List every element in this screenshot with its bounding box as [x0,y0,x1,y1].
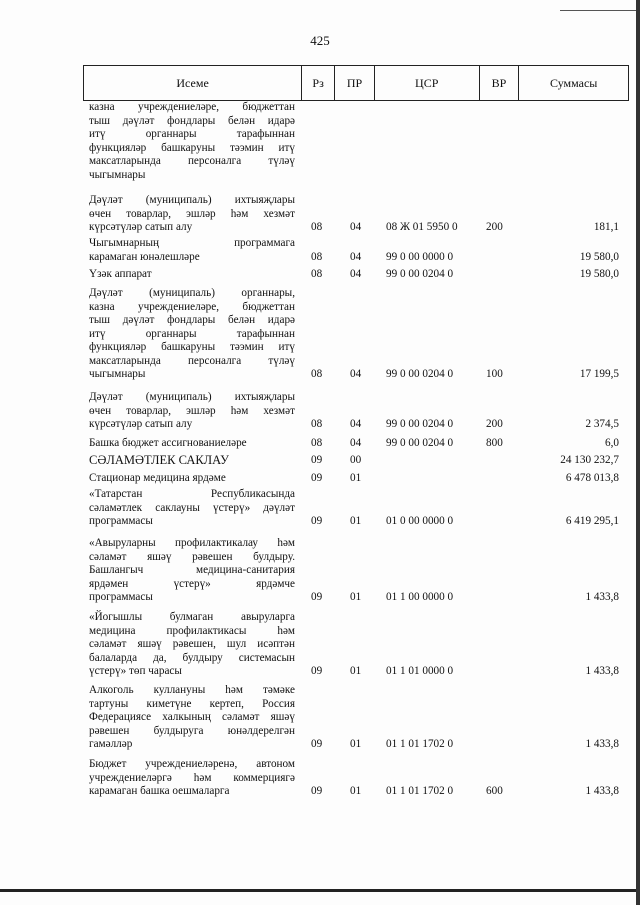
row-pr: 00 [350,454,362,466]
row-name-line: функцияләр башкаруны тәэмин итү [89,141,295,154]
header-csr: ЦСР [375,66,480,100]
row-sum: 1 433,8 [585,665,619,677]
row-rz: 09 [311,738,323,750]
row-pr: 04 [350,437,362,449]
row-csr: 01 0 00 0000 0 [386,515,454,527]
row-name [89,684,295,752]
row-name-line: «Авыруларны профилактикалау һәм [89,537,295,549]
row-name-line: тыш дәүләт фондлары белән идарә [89,114,295,127]
row-sum: 1 433,8 [585,785,619,797]
row-name [89,437,295,451]
row-sum: 19 580,0 [579,268,619,280]
row-name [89,611,295,679]
row-name [89,758,295,799]
row-vr: 800 [486,437,503,449]
scan-edge-right [636,0,640,905]
row-vr: 600 [486,785,503,797]
row-sum: 6 478 013,8 [565,472,619,484]
row-name-line: сәламәт яшәү рәвешен булдыру. [89,550,295,563]
row-csr: 99 0 00 0000 0 [386,250,454,263]
row-rz: 09 [311,665,323,677]
row-name-line: казна учреждениеләре, бюджеттан [89,101,295,113]
row-csr: 99 0 00 0204 0 [386,437,454,449]
row-name [89,454,295,468]
row-pr: 04 [350,368,362,380]
row-name-line: күрсәтүләр сатып алу [89,221,193,233]
row-name-line: тыш дәүләт фондлары белән идарә [89,314,295,326]
row-name-line: ярдәмен үстерү» ярдәмче [89,577,295,590]
row-name-line: рәвешен булдыруга юнәлдерелгән [89,724,295,737]
row-rz: 09 [311,785,323,797]
row-name-line: Бюджет учреждениеләренә, автоном [89,758,295,770]
row-csr: 99 0 00 0204 0 [386,368,454,380]
row-name [89,537,295,605]
row-csr: 01 1 01 0000 0 [386,665,454,677]
row-name-line: балаларда да, булдыру системасын [89,651,295,664]
row-name-line: чыгымнары [89,168,146,181]
row-vr: 200 [486,221,503,233]
row-pr: 01 [350,515,362,527]
row-pr: 01 [350,665,362,677]
page-number: 425 [310,33,330,48]
row-sum: 181,1 [593,221,619,233]
row-name-line: Чыгымнарның программага [89,237,295,249]
row-sum: 6 419 295,1 [565,515,619,527]
row-name-line: Алкоголь куллануны һәм тәмәке [89,684,295,696]
row-name-line: учреждениеләргә һәм коммерциягә [89,771,295,784]
row-csr: 99 0 00 0204 0 [386,418,454,430]
row-pr: 04 [350,250,362,263]
row-sum: 24 130 232,7 [560,454,619,466]
scan-edge-bottom [0,889,640,892]
row-name [89,101,295,182]
row-name-line: гамәлләр [89,738,133,750]
row-name-line: казна учреждениеләре, бюджеттан [89,300,295,313]
row-rz: 09 [311,515,323,527]
row-name [89,268,295,282]
row-name [89,472,295,486]
row-name-line: «Татарстан Республикасында [89,488,295,500]
row-rz: 09 [311,454,323,466]
row-name-line: Стационар медицина ярдәме [89,472,226,484]
row-name-line: өчен товарлар, эшләр һәм хезмәт [89,404,295,417]
row-name-line: функцияләр башкаруны тәэмин итү [89,341,295,353]
header-rz: Рз [302,66,335,100]
row-pr: 01 [350,738,362,750]
row-vr: 200 [486,418,503,430]
row-name [89,237,295,264]
row-rz: 08 [311,368,323,380]
row-pr: 01 [350,472,362,484]
row-rz: 08 [311,418,323,430]
row-name-line: «Йогышлы булмаган авыруларга [89,611,295,623]
row-name-line: Дәүләт (муниципаль) ихтыяҗлары [89,391,295,403]
header-name: Исеме [84,66,302,100]
row-name-line: сәламәтлек саклауны үстерү» дәүләт [89,501,295,514]
row-name-line: итү органнары тарафыннан [89,128,295,140]
row-pr: 04 [350,221,362,233]
row-name [89,488,295,529]
row-name-line: күрсәтүләр сатып алу [89,418,193,430]
scan-artifact-line [560,10,638,11]
row-pr: 01 [350,591,362,603]
row-name-line: Дәүләт (муниципаль) органнары, [89,287,295,299]
row-name-line: чыгымнары [89,368,146,380]
row-rz: 09 [311,472,323,484]
row-name-line: максатларында персоналга түләү [89,155,295,167]
row-rz: 09 [311,591,323,603]
row-sum: 1 433,8 [585,738,619,750]
header-vr: ВР [480,66,520,100]
row-name-line: карамаган юнәлешләре [89,250,200,263]
row-name-line: Башка бюджет ассигнованиеләре [89,437,247,449]
row-name-line: СӘЛАМӘТЛЕК САКЛАУ [89,453,229,467]
row-name-line: программасы [89,515,153,527]
row-name-line: тартуны киметүне кертеп, Россия [89,697,295,710]
row-name [89,391,295,432]
row-name-line: максатларында персоналга түләү [89,354,295,367]
row-name-line: Дәүләт (муниципаль) ихтыяҗлары [89,194,295,206]
row-name-line: Федерациясе халкының сәламәт яшәү [89,711,295,723]
row-vr: 100 [486,368,503,380]
row-name-line: Башлангыч медицина-санитария [89,564,295,576]
row-name-line: өчен товарлар, эшләр һәм хезмәт [89,207,295,220]
row-pr: 04 [350,268,362,280]
row-sum: 6,0 [605,437,619,449]
row-rz: 08 [311,437,323,449]
row-csr: 99 0 00 0204 0 [386,268,454,280]
row-csr: 01 1 01 1702 0 [386,738,454,750]
row-csr: 01 1 00 0000 0 [386,591,454,603]
row-sum: 17 199,5 [579,368,619,380]
row-rz: 08 [311,250,323,263]
row-pr: 04 [350,418,362,430]
row-name-line: итү органнары тарафыннан [89,327,295,340]
row-rz: 08 [311,268,323,280]
row-csr: 01 1 01 1702 0 [386,785,454,797]
row-name-line: программасы [89,591,153,603]
row-sum: 19 580,0 [579,250,619,263]
row-name-line: сәламәт яшәү рәвешен, шул исәптән [89,638,295,650]
row-name-line: Үзәк аппарат [89,268,152,280]
row-name-line: карамаган башка оешмаларга [89,785,230,797]
header-pr: ПР [335,66,375,100]
row-csr: 08 Ж 01 5950 0 [386,221,458,233]
table-header [83,65,629,101]
row-name-line: үстерү» төп чарасы [89,665,182,677]
row-name [89,287,295,382]
row-rz: 08 [311,221,323,233]
row-sum: 1 433,8 [585,591,619,603]
row-name [89,194,295,235]
header-sum: Суммасы [550,75,598,90]
row-pr: 01 [350,785,362,797]
row-name-line: медицина профилактикасы һәм [89,624,295,637]
row-sum: 2 374,5 [585,418,619,430]
